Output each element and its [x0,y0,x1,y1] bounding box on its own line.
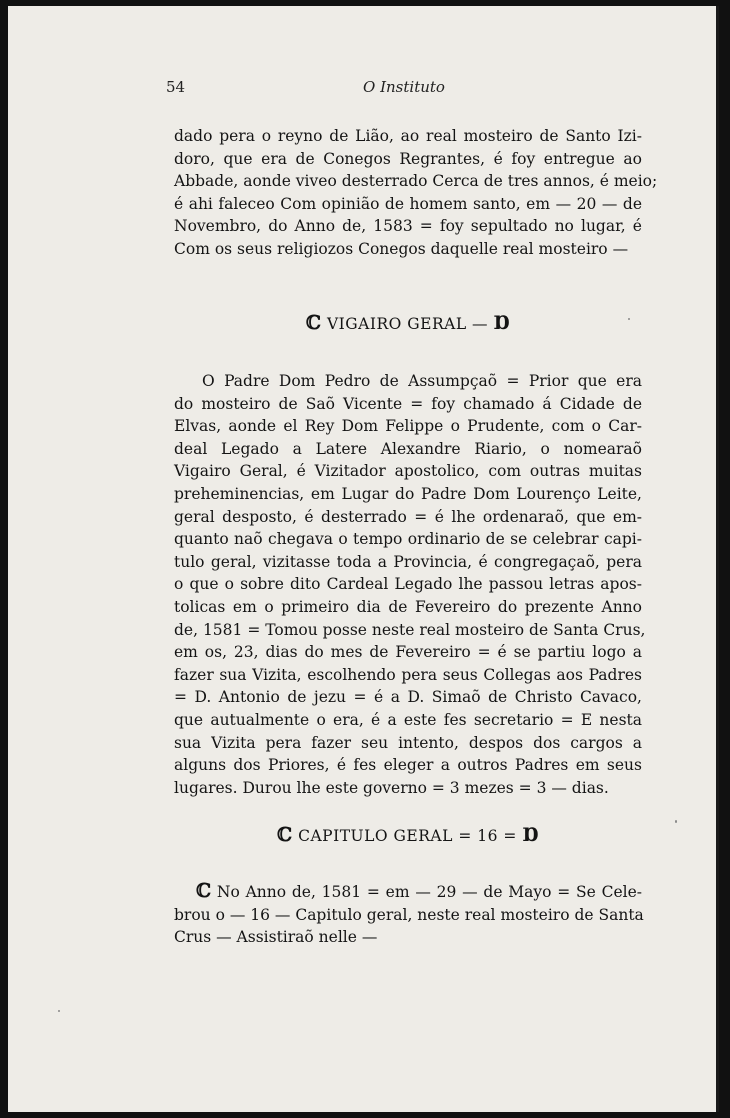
text-line: geral desposto, é desterrado = é lhe ordenaraõ, que em- [174,507,642,526]
pilcrow-close-icon: Ɒ [493,312,511,334]
paragraph-2 [174,370,646,799]
text-line: Com os seus religiozos Conegos daquelle real mosteiro — [174,239,629,258]
pilcrow-open-icon: ℂ [277,824,293,846]
paragraph-1 [174,125,658,261]
text-line: Vigairo Geral, é Vizitador apostolico, com outras muitas [174,462,642,481]
paper-speck [628,318,630,320]
paper-speck [675,820,677,823]
text-line: tolicas em o primeiro dia de Fevereiro do prezente Anno [174,597,642,616]
text-line: brou o — 16 — Capitulo geral, neste real mosteiro de Santa [174,905,644,924]
text-line: deal Legado a Latere Alexandre Riario, o nomearaõ [174,439,642,458]
text-line: é ahi faleceo Com opinião de homem santo, em — 20 — de [174,194,642,213]
text-line: preheminencias, em Lugar do Padre Dom Lourenço Leite, [174,484,642,503]
text-line: que autualmente o era, é a este fes secretario = E nesta [174,710,642,729]
text-line: o que o sobre dito Cardeal Legado lhe passou letras apos- [174,575,642,594]
text-line: dado pera o reyno de Lião, ao real mosteiro de Santo Izi- [174,127,642,145]
text-line: lugares. Durou lhe este governo = 3 mezes = 3 — dias. [174,778,609,797]
text-line: Novembro, do Anno de, 1583 = foy sepultado no lugar, é [174,217,642,236]
text-line: fazer sua Vizita, escolhendo pera seus Collegas aos Padres [174,665,642,684]
text-line: Elvas, aonde el Rey Dom Felippe o Prudente, com o Car- [174,417,642,436]
text-line: sua Vizita pera fazer seu intento, despos dos cargos a [174,733,642,752]
section-heading-vigairo-geral [174,312,642,334]
heading-text: CAPITULO GERAL = 16 = [298,827,517,845]
text-line: de, 1581 = Tomou posse neste real mosteiro de Santa Crus, [174,620,646,639]
heading-text: VIGAIRO GERAL — [326,315,489,333]
pilcrow-open-icon: ℂ [305,312,322,334]
text-line: do mosteiro de Saõ Vicente = foy chamado á Cidade de [174,394,642,413]
pilcrow-close-icon: Ɒ [522,824,539,846]
section-heading-capitulo-geral [174,824,642,846]
text-line: em os, 23, dias do mes de Fevereiro = é se partiu logo a [174,643,642,662]
pilcrow-open-icon: ℂ [196,880,212,902]
paragraph-3 [174,880,642,949]
text-line: = D. Antonio de jezu = é a D. Simaõ de Christo Cavaco, [174,688,642,707]
text-line: alguns dos Priores, é fes eleger a outros Padres em seus [174,756,642,775]
text-line: doro, que era de Conegos Regrantes, é foy entregue ao [174,149,642,168]
text-line: tulo geral, vizitasse toda a Provincia, é congregaçaõ, pera [174,552,642,571]
text-line: Abbade, aonde viveo desterrado Cerca de tres annos, é meio; [174,172,658,191]
running-title: O Instituto [363,78,445,96]
text-segment: No Anno de, 1581 = em — 29 — de Mayo = Se Cele- [216,883,642,901]
text-line [174,880,642,904]
text-line: O Padre Dom Pedro de Assumpçaõ = Prior que era [202,372,642,390]
page-number: 54 [166,78,186,96]
paper-speck [58,1010,60,1012]
text-line: quanto naõ chegava o tempo ordinario de se celebrar capi- [174,530,642,549]
text-line: Crus — Assistiraõ nelle — [174,928,378,947]
